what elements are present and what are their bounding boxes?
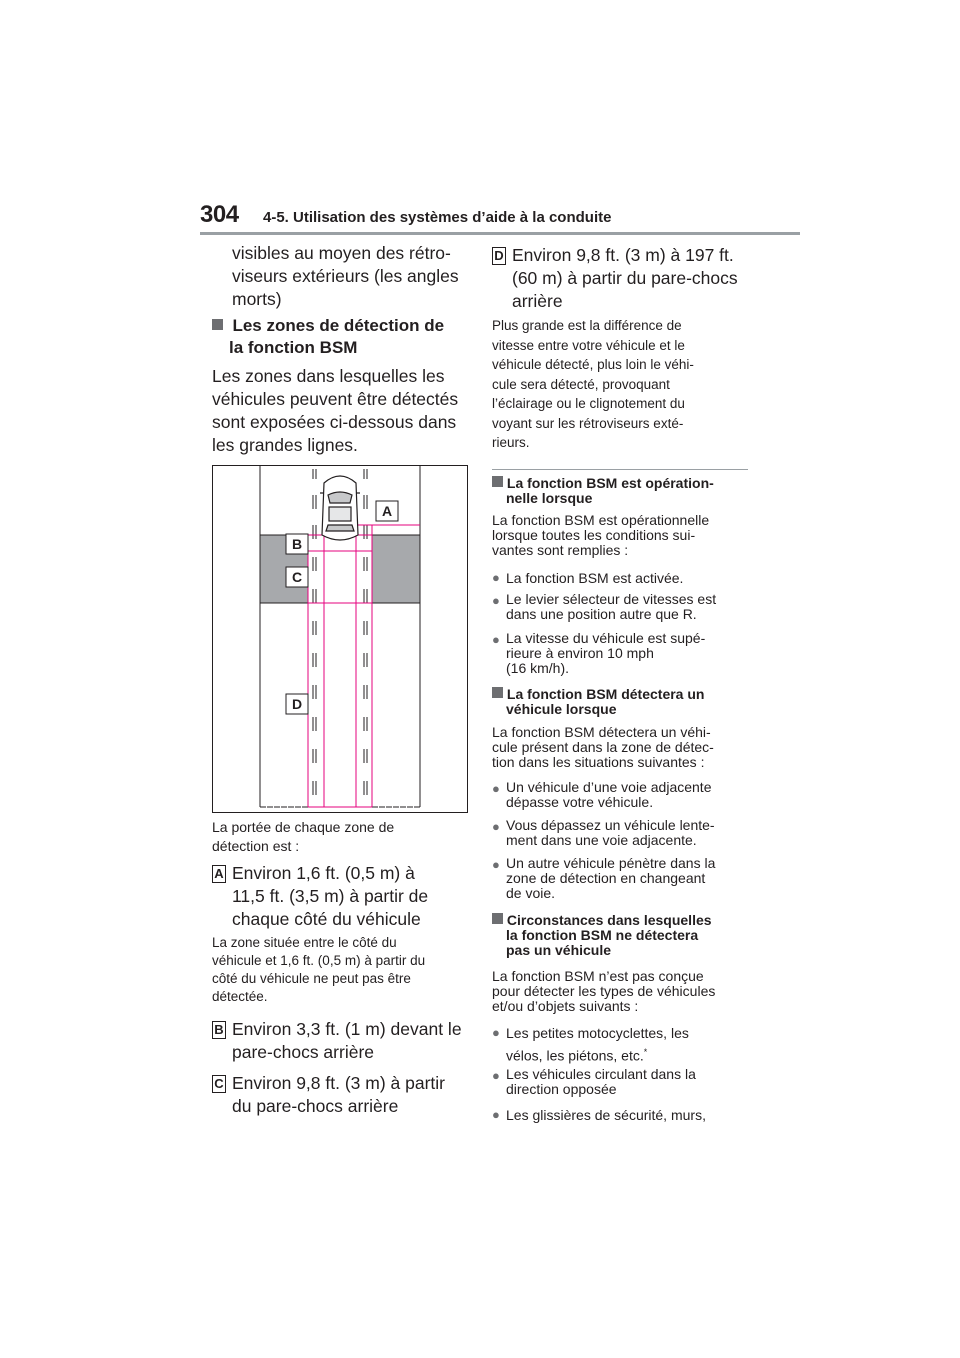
bullet-dot-icon: ●: [492, 1068, 500, 1083]
header-rule: [200, 232, 800, 235]
op-bullet-3: ● La vitesse du véhicule est supé- rieure à environ 10 mph (16 km/h).: [492, 630, 706, 676]
detect-heading: La fonction BSM détectera un véhicule lorsque: [492, 687, 704, 717]
diagram-label-d: [286, 694, 308, 714]
no-detect-bullet-2: ● Les véhicules circulant dans la direction opposée: [492, 1066, 696, 1097]
section1-body: Les zones dans lesquelles les véhicules peuvent être détectés sont exposées ci-dessous dans les grandes lignes.: [212, 366, 459, 455]
item-d: D Environ 9,8 ft. (3 m) à 197 ft. (60 m) à partir du pare-chocs arrière: [492, 244, 738, 313]
detect-bullet-3: ● Un autre véhicule pénètre dans la zone de détection en changeant de voie.: [492, 855, 716, 901]
svg-text:A: A: [381, 503, 393, 519]
square-bullet-icon: [492, 913, 503, 924]
bullet-dot-icon: ●: [492, 632, 500, 647]
no-detect-body: La fonction BSM n’est pas conçue pour détecter les types de véhicules et/ou d’objets suivants :: [492, 968, 716, 1014]
square-bullet-icon: [492, 687, 503, 698]
label-a-badge: A: [212, 865, 226, 883]
no-detect-bullet-3: ● Les glissières de sécurité, murs,: [492, 1107, 706, 1123]
diagram-label-a: [376, 501, 398, 521]
item-d-note: Plus grande est la différence de vitesse entre votre véhicule et le véhicule détecté, plus loin le véhi- cule sera détecté, provoquant l’éclairage ou le clignotement du voyant sur les rétroviseurs exté- rieurs.: [492, 318, 694, 450]
diagram-label-c: [286, 567, 308, 587]
range-intro: La portée de chaque zone de détection est :: [212, 819, 395, 854]
no-detect-heading: Circonstances dans lesquelles la fonction BSM ne détectera pas un véhicule: [492, 913, 712, 958]
footnote-mark: *: [643, 1047, 648, 1057]
svg-text:B: B: [291, 536, 303, 552]
svg-text:D: D: [291, 696, 303, 712]
bullet-dot-icon: ●: [492, 1107, 500, 1122]
detect-body: La fonction BSM détectera un véhi- cule présent dans la zone de détec- tion dans les situations suivantes :: [492, 724, 714, 770]
page-number: 304: [200, 201, 239, 228]
label-c-badge: C: [212, 1075, 226, 1093]
zone-right-gray: [372, 535, 420, 603]
op-heading: La fonction BSM est opération- nelle lorsque: [492, 476, 714, 506]
label-d-badge: D: [492, 247, 506, 265]
svg-text:C: C: [291, 569, 303, 585]
no-detect-bullet-1: ● Les petites motocyclettes, les vélos, les piétons, etc.*: [492, 1025, 689, 1064]
bsm-detection-zone-diagram: [212, 465, 468, 813]
square-bullet-icon: [492, 476, 503, 487]
op-body: La fonction BSM est opérationnelle lorsque toutes les conditions sui- vantes sont remplies :: [492, 512, 710, 558]
bullet-dot-icon: ●: [492, 819, 500, 834]
item-c: C Environ 9,8 ft. (3 m) à partir du pare-chocs arrière: [212, 1072, 445, 1118]
bullet-dot-icon: ●: [492, 570, 500, 585]
detect-bullet-1: ● Un véhicule d’une voie adjacente dépasse votre véhicule.: [492, 779, 712, 810]
section-divider: [492, 469, 748, 470]
car-icon: [320, 476, 360, 540]
label-b-badge: B: [212, 1021, 226, 1039]
item-a-note: La zone située entre le côté du véhicule et 1,6 ft. (0,5 m) à partir du côté du véhicule ne peut pas être détectée.: [212, 935, 426, 1004]
bullet-dot-icon: ●: [492, 781, 500, 796]
op-bullet-2: ● Le levier sélecteur de vitesses est dans une position autre que R.: [492, 591, 717, 622]
item-a: A Environ 1,6 ft. (0,5 m) à 11,5 ft. (3,5 m) à partir de chaque côté du véhicule: [212, 862, 428, 931]
diagram-label-b: [286, 534, 308, 554]
section1-heading: Les zones de détection de la fonction BSM: [212, 315, 444, 359]
detect-bullet-2: ● Vous dépassez un véhicule lente- ment dans une voie adjacente.: [492, 817, 715, 848]
bullet-dot-icon: ●: [492, 857, 500, 872]
op-bullet-1: ● La fonction BSM est activée.: [492, 570, 684, 586]
section-title: 4-5. Utilisation des systèmes d’aide à la conduite: [263, 209, 612, 226]
square-bullet-icon: [212, 319, 223, 330]
item-b: B Environ 3,3 ft. (1 m) devant le pare-chocs arrière: [212, 1018, 462, 1064]
bullet-dot-icon: ●: [492, 593, 500, 608]
bullet-dot-icon: ●: [492, 1025, 500, 1040]
intro-text: visibles au moyen des rétro- viseurs extérieurs (les angles morts): [232, 243, 459, 309]
